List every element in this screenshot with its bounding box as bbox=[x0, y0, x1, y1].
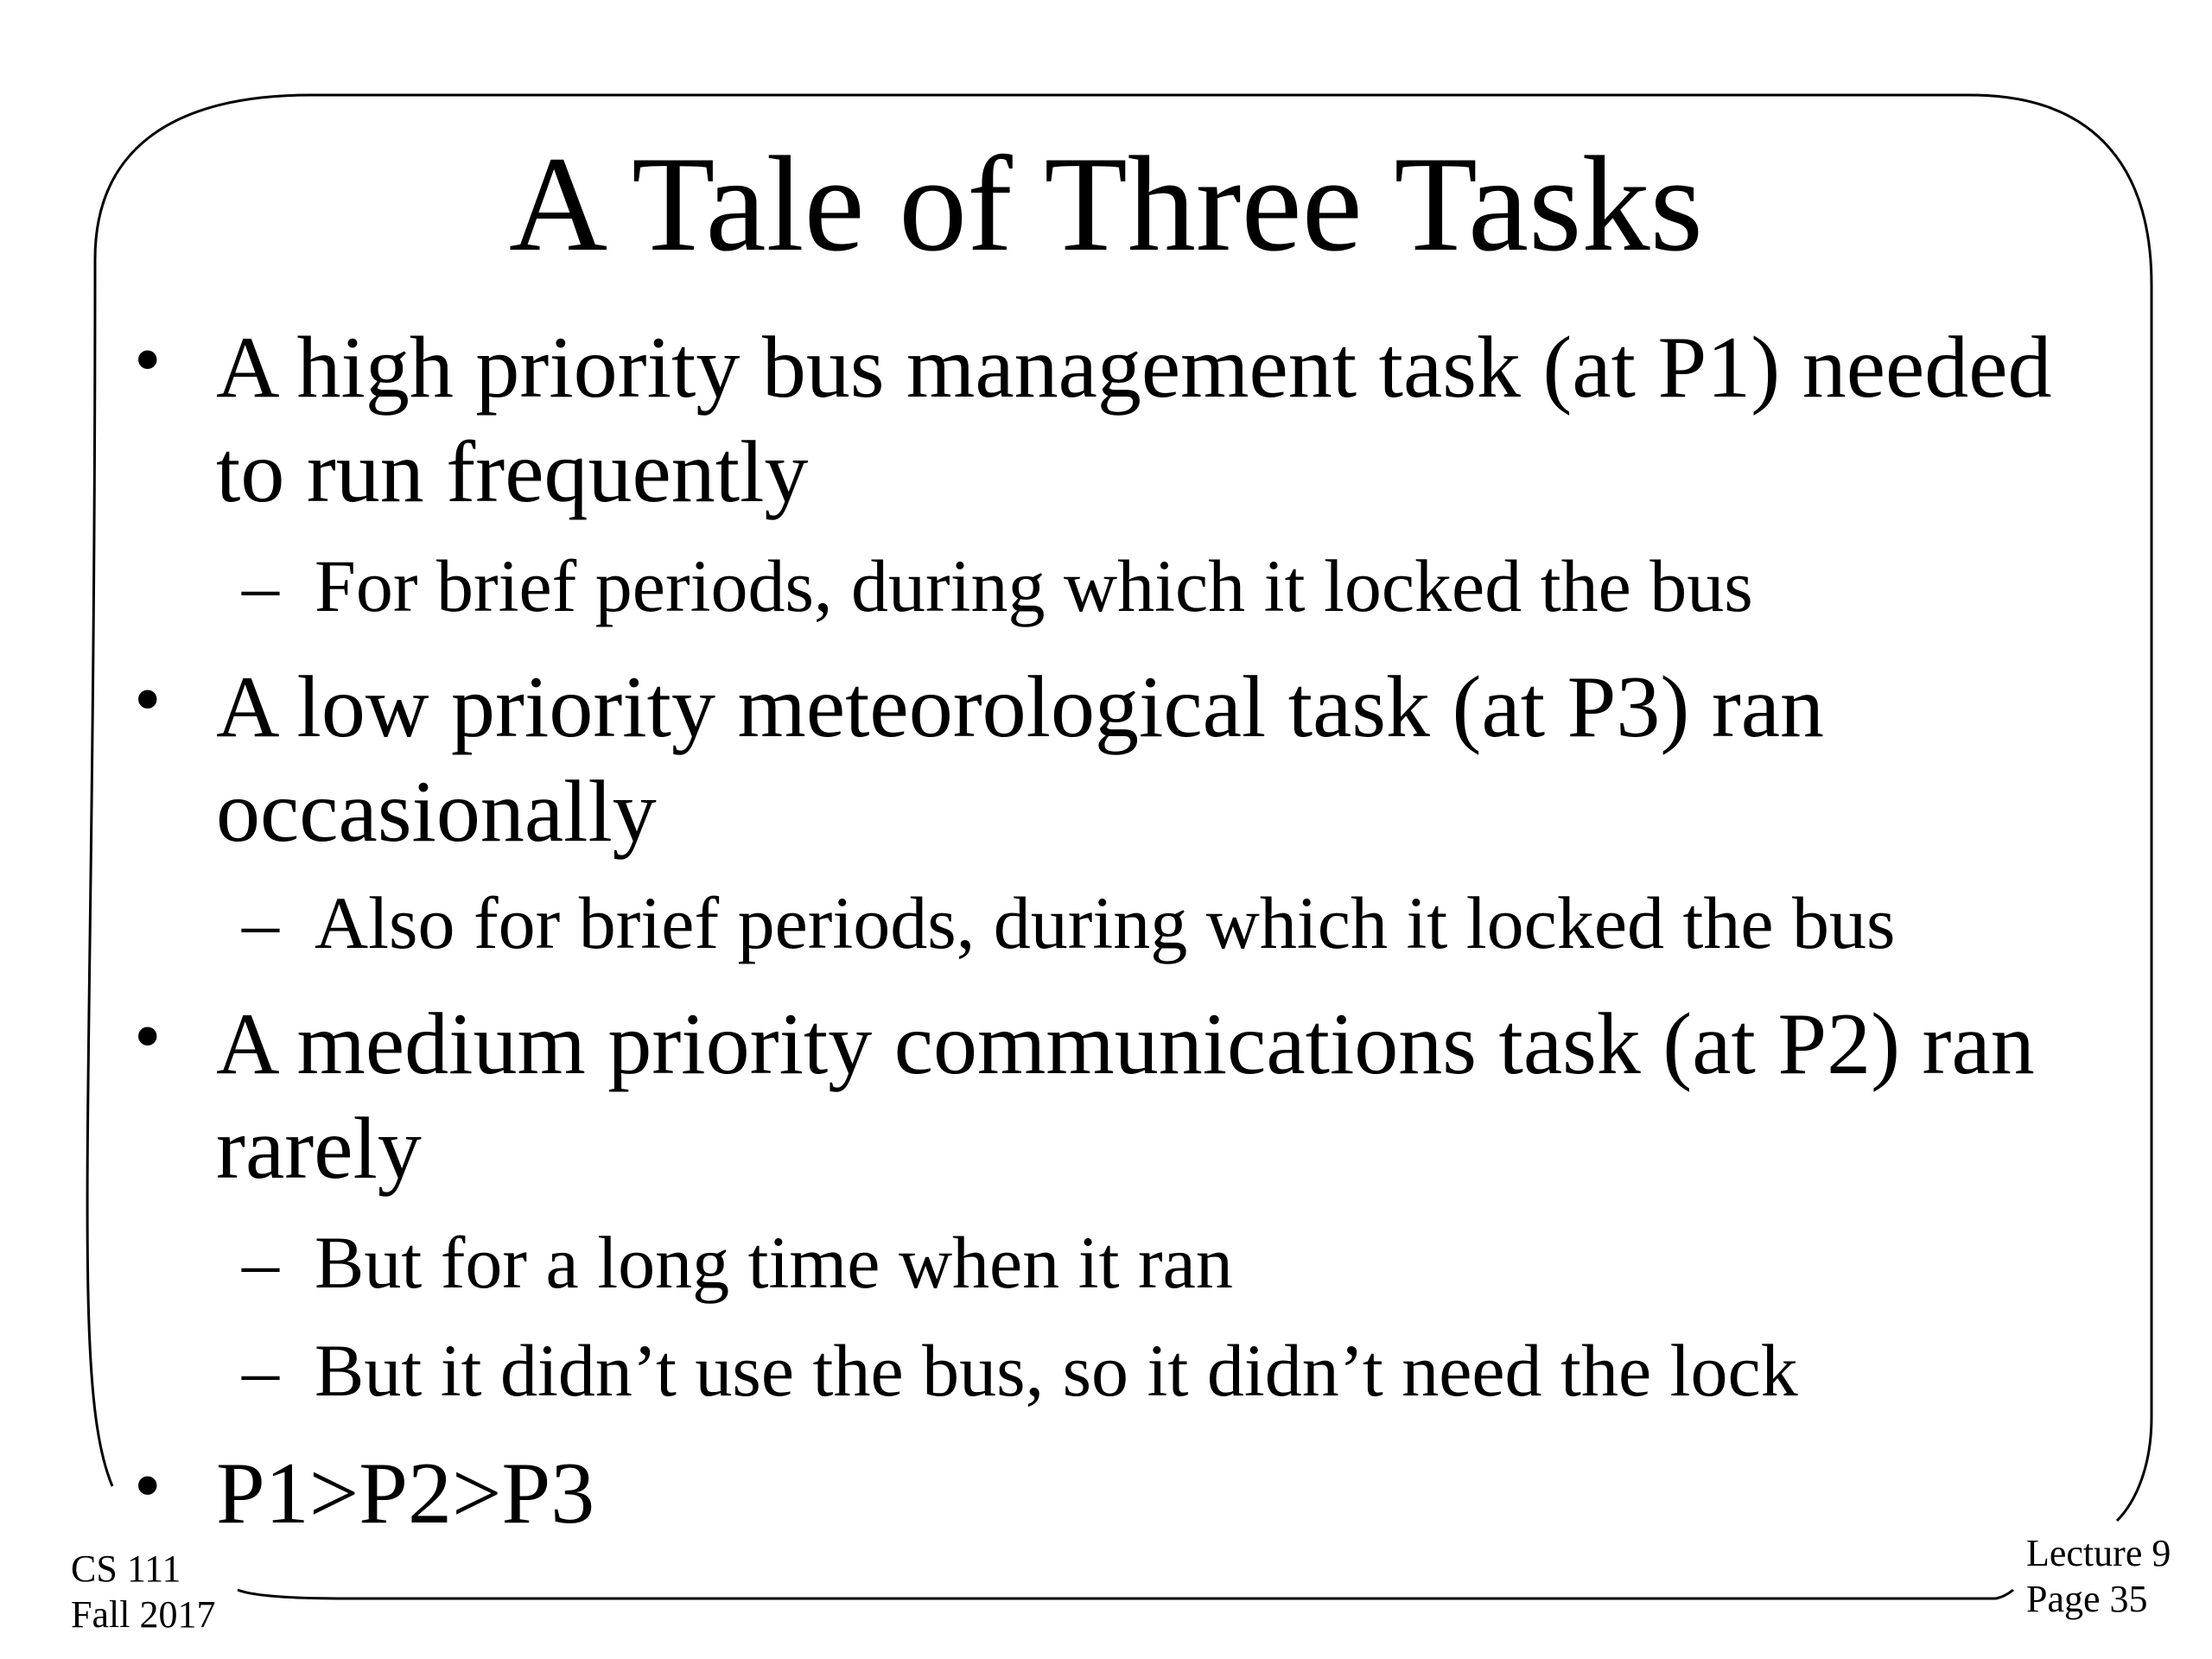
dash-marker: – bbox=[242, 544, 279, 627]
bullet-text: P1>P2>P3 bbox=[216, 1445, 595, 1542]
footer-lecture: Lecture 9 bbox=[2026, 1532, 2171, 1574]
sub-bullet-text: For brief periods, during which it locked the bus bbox=[315, 544, 1753, 627]
bullet-text: A high priority bus management task (at P1) needed bbox=[216, 319, 2052, 416]
sub-bullet-text: But it didn’t use the bus, so it didn’t need the lock bbox=[315, 1329, 1798, 1412]
slide-title: A Tale of Three Tasks bbox=[508, 129, 1704, 280]
bullet-marker: • bbox=[134, 994, 162, 1079]
footer-term: Fall 2017 bbox=[71, 1592, 216, 1636]
dash-marker: – bbox=[242, 1329, 279, 1412]
sub-bullet-text: But for a long time when it ran bbox=[315, 1221, 1233, 1304]
bullet-text: A medium priority communications task (at P2) ran bbox=[216, 995, 2035, 1093]
bullet-text: to run frequently bbox=[216, 423, 809, 521]
bullet-marker: • bbox=[134, 317, 162, 403]
dash-marker: – bbox=[242, 1221, 279, 1304]
sub-bullet-text: Also for brief periods, during which it locked the bus bbox=[315, 881, 1896, 964]
bullet-text: A low priority meteorological task (at P3) ran bbox=[216, 658, 1825, 756]
bullet-marker: • bbox=[134, 657, 162, 742]
footer-page: Page 35 bbox=[2026, 1577, 2148, 1620]
footer-course-info bbox=[71, 1547, 215, 1638]
dash-marker: – bbox=[242, 881, 279, 964]
footer-lecture-info bbox=[2026, 1531, 2171, 1623]
bullet-text: rarely bbox=[216, 1100, 422, 1198]
bullet-text: occasionally bbox=[216, 763, 657, 861]
bullet-marker: • bbox=[134, 1443, 162, 1529]
footer-course: CS 111 bbox=[71, 1548, 181, 1590]
